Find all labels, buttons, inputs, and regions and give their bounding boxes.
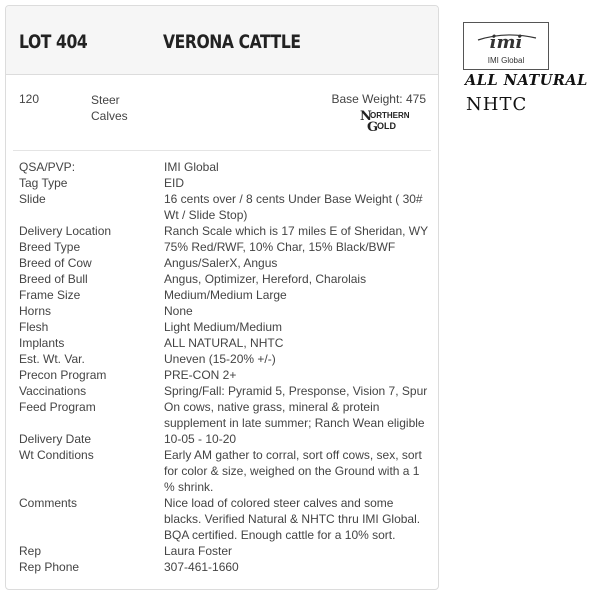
lot-summary xyxy=(6,76,438,146)
detail-value: 75% Red/RWF, 10% Char, 15% Black/BWF xyxy=(164,240,396,254)
detail-row xyxy=(6,399,438,431)
detail-label: Flesh xyxy=(19,320,49,334)
detail-row xyxy=(6,351,438,367)
lot-number: LOT 404 xyxy=(19,31,88,53)
lot-details xyxy=(6,159,438,575)
detail-value: Ranch Scale which is 17 miles E of Sheridan, WY xyxy=(164,224,429,238)
detail-row xyxy=(6,447,438,495)
logo-line1: ORTHERN xyxy=(370,111,410,120)
imi-global-logo xyxy=(463,22,549,70)
detail-value: Angus/SalerX, Angus xyxy=(164,256,278,270)
detail-row xyxy=(6,495,438,543)
detail-row xyxy=(6,223,438,239)
detail-row xyxy=(6,271,438,287)
detail-value: 16 cents over / 8 cents Under Base Weight ( 30# Wt / Slide Stop) xyxy=(164,192,423,222)
detail-row xyxy=(6,543,438,559)
detail-label: QSA/PVP: xyxy=(19,160,76,174)
detail-label: Feed Program xyxy=(19,400,96,414)
detail-value: Early AM gather to corral, sort off cows, sex, sort for color & size, weighed on the Ground with a 1 % shrink. xyxy=(164,448,422,494)
imi-text: imi xyxy=(489,32,523,53)
cattle-class-line2: Calves xyxy=(91,109,128,123)
detail-label: Horns xyxy=(19,304,52,318)
detail-row xyxy=(6,383,438,399)
northern-gold-logo xyxy=(360,108,426,132)
detail-label: Precon Program xyxy=(19,368,107,382)
logo-letter-g: G xyxy=(367,120,379,132)
detail-value: EID xyxy=(164,176,185,190)
divider xyxy=(13,150,431,151)
detail-row xyxy=(6,431,438,447)
detail-label: Rep Phone xyxy=(19,560,80,574)
detail-value: ALL NATURAL, NHTC xyxy=(164,336,284,350)
detail-value: 10-05 - 10-20 xyxy=(164,432,237,446)
detail-label: Delivery Date xyxy=(19,432,92,446)
detail-value: Light Medium/Medium xyxy=(164,320,283,334)
detail-row xyxy=(6,175,438,191)
detail-label: Vaccinations xyxy=(19,384,87,398)
detail-value: None xyxy=(164,304,193,318)
head-count: 120 xyxy=(19,92,40,106)
detail-label: Wt Conditions xyxy=(19,448,94,462)
detail-row xyxy=(6,319,438,335)
detail-value: Uneven (15-20% +/-) xyxy=(164,352,276,366)
detail-label: Tag Type xyxy=(19,176,68,190)
detail-value: Medium/Medium Large xyxy=(164,288,287,302)
lot-header xyxy=(6,6,438,75)
detail-value: PRE-CON 2+ xyxy=(164,368,237,382)
detail-row xyxy=(6,335,438,351)
detail-label: Slide xyxy=(19,192,46,206)
detail-label: Est. Wt. Var. xyxy=(19,352,85,366)
detail-row xyxy=(6,191,438,223)
detail-row xyxy=(6,255,438,271)
detail-label: Delivery Location xyxy=(19,224,112,238)
detail-label: Frame Size xyxy=(19,288,81,302)
detail-value: Nice load of colored steer calves and some blacks. Verified Natural & NHTC thru IMI Global. BQA certified. Enough cattle for a 10% sort. xyxy=(164,496,421,542)
cattle-class-line1: Steer xyxy=(91,93,120,107)
detail-label: Breed of Bull xyxy=(19,272,88,286)
lot-card xyxy=(5,5,439,590)
detail-label: Implants xyxy=(19,336,65,350)
detail-row xyxy=(6,159,438,175)
detail-row xyxy=(6,367,438,383)
detail-label: Comments xyxy=(19,496,78,510)
logo-letter-n: N xyxy=(360,109,372,124)
cattle-class xyxy=(91,92,128,124)
detail-label: Breed Type xyxy=(19,240,81,254)
detail-value: Angus, Optimizer, Hereford, Charolais xyxy=(164,272,367,286)
detail-value: Spring/Fall: Pyramid 5, Presponse, Vision 7, Spur xyxy=(164,384,428,398)
detail-value: IMI Global xyxy=(164,160,219,174)
detail-label: Rep xyxy=(19,544,42,558)
logo-line2: OLD xyxy=(377,121,396,131)
imi-subtext: IMI Global xyxy=(487,56,525,65)
detail-value: On cows, native grass, mineral & protein supplement in late summer; Ranch Wean eligible xyxy=(164,400,425,430)
detail-value: 307-461-1660 xyxy=(164,560,239,574)
base-weight: Base Weight: 475 xyxy=(331,92,426,106)
detail-row xyxy=(6,303,438,319)
nhtc-badge: NHTC xyxy=(466,94,528,115)
imi-global-icon xyxy=(464,23,548,69)
detail-label: Breed of Cow xyxy=(19,256,92,270)
detail-value: Laura Foster xyxy=(164,544,233,558)
detail-row xyxy=(6,559,438,575)
seller-name: VERONA CATTLE xyxy=(163,31,301,53)
detail-row xyxy=(6,287,438,303)
detail-row xyxy=(6,239,438,255)
all-natural-badge: ALL NATURAL xyxy=(465,72,588,89)
